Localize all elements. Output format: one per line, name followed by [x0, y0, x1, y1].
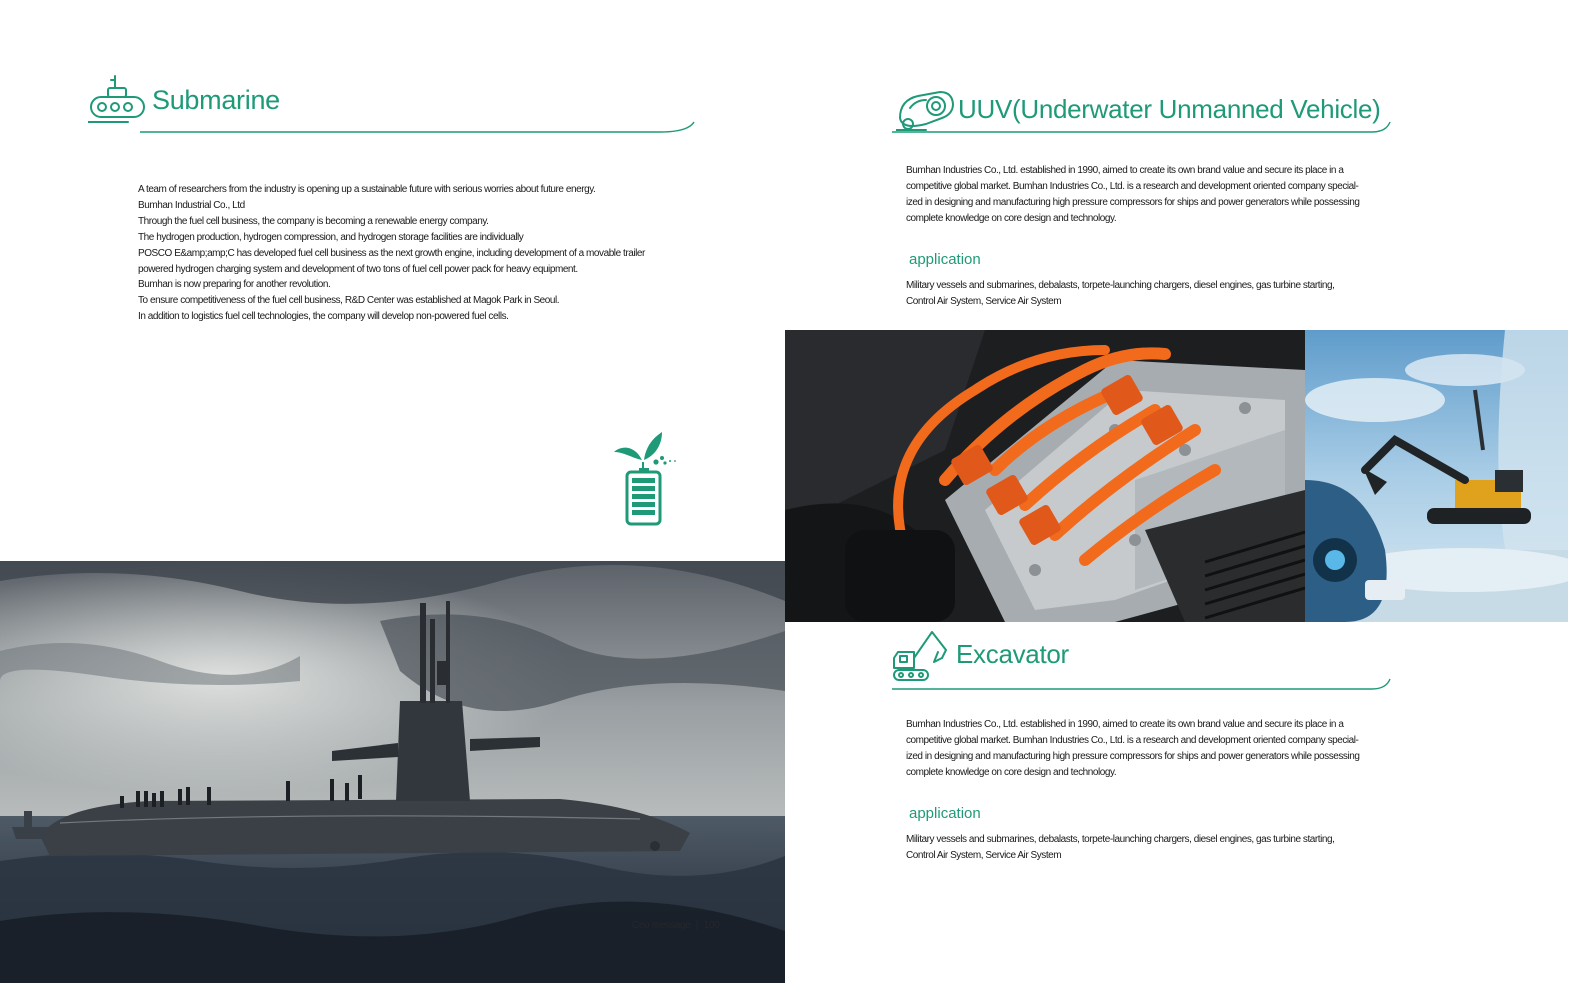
- excavator-line: Bumhan Industries Co., Ltd. established in 1990, aimed to create its own brand value and secure its place in a: [906, 719, 1344, 730]
- submarine-line: In addition to logistics fuel cell technologies, the company will develop non-powered fuel cells.: [138, 311, 509, 323]
- submarine-heading-underline: [140, 120, 700, 134]
- submarine-icon: [88, 74, 146, 124]
- uuv-line: competitive global market. Bumhan Industries Co., Ltd. is a research and development oriented company special-: [906, 180, 1359, 192]
- uuv-line: ized in designing and manufacturing high pressure compressors for ships and power generators while possessing: [906, 196, 1360, 208]
- uuv-line: complete knowledge on core design and technology.: [906, 212, 1117, 224]
- submarine-line: Bumhan Industrial Co., Ltd: [138, 199, 245, 211]
- excavator-description: [906, 717, 1359, 781]
- excavator-application-label: application: [909, 805, 981, 822]
- eco-battery-icon: [612, 432, 680, 526]
- page-footer: [632, 920, 719, 931]
- footer-separator: |: [695, 920, 699, 931]
- uuv-title: UUV(Underwater Unmanned Vehicle): [958, 93, 1381, 124]
- submarine-line: Through the fuel cell business, the company is becoming a renewable energy company.: [138, 215, 489, 227]
- submarine-heading: [88, 74, 280, 124]
- submarine-line: To ensure competitiveness of the fuel cell business, R&D Center was established at Magok Park in Seoul.: [138, 295, 560, 307]
- footer-section: Ceo message: [632, 920, 691, 931]
- uuv-description: [906, 163, 1359, 227]
- excavator-application-line: Control Air System, Service Air System: [906, 849, 1062, 861]
- uuv-heading-underline: [892, 120, 1392, 134]
- excavator-application-line: Military vessels and submarines, debalasts, torpete-launching chargers, diesel engines, gas turbine starting,: [906, 834, 1335, 845]
- submarine-line: powered hydrogen charging system and development of two tons of fuel cell power pack for heavy equipment.: [138, 263, 578, 275]
- submarine-line: Bumhan is now preparing for another revolution.: [138, 279, 331, 291]
- submarine-line: A team of researchers from the industry is opening up a sustainable future with serious worries about future energy.: [138, 184, 596, 195]
- uuv-application-label: application: [909, 251, 981, 268]
- submarine-description: [138, 182, 645, 325]
- submarine-line: POSCO E&amp;amp;C has developed fuel cell business as the next growth engine, including development of a movable trailer: [138, 247, 645, 259]
- excavator-line: complete knowledge on core design and technology.: [906, 766, 1117, 778]
- submarine-line: The hydrogen production, hydrogen compression, and hydrogen storage facilities are individually: [138, 231, 524, 243]
- excavator-title: Excavator: [956, 638, 1069, 669]
- submarine-title: Submarine: [152, 84, 280, 115]
- excavator-photo: [1305, 330, 1568, 622]
- uuv-application-text: [906, 278, 1334, 310]
- uuv-line: Bumhan Industries Co., Ltd. established in 1990, aimed to create its own brand value and secure its place in a: [906, 165, 1344, 176]
- fuel-cell-engine-photo: [785, 330, 1305, 622]
- excavator-line: ized in designing and manufacturing high pressure compressors for ships and power generators while possessing: [906, 750, 1360, 762]
- excavator-application-text: [906, 832, 1334, 864]
- uuv-application-line: Control Air System, Service Air System: [906, 295, 1062, 307]
- uuv-application-line: Military vessels and submarines, debalasts, torpete-launching chargers, diesel engines, gas turbine starting,: [906, 280, 1335, 291]
- excavator-line: competitive global market. Bumhan Industries Co., Ltd. is a research and development oriented company special-: [906, 734, 1359, 746]
- footer-page-number: 100: [703, 920, 720, 931]
- excavator-heading-underline: [892, 677, 1392, 691]
